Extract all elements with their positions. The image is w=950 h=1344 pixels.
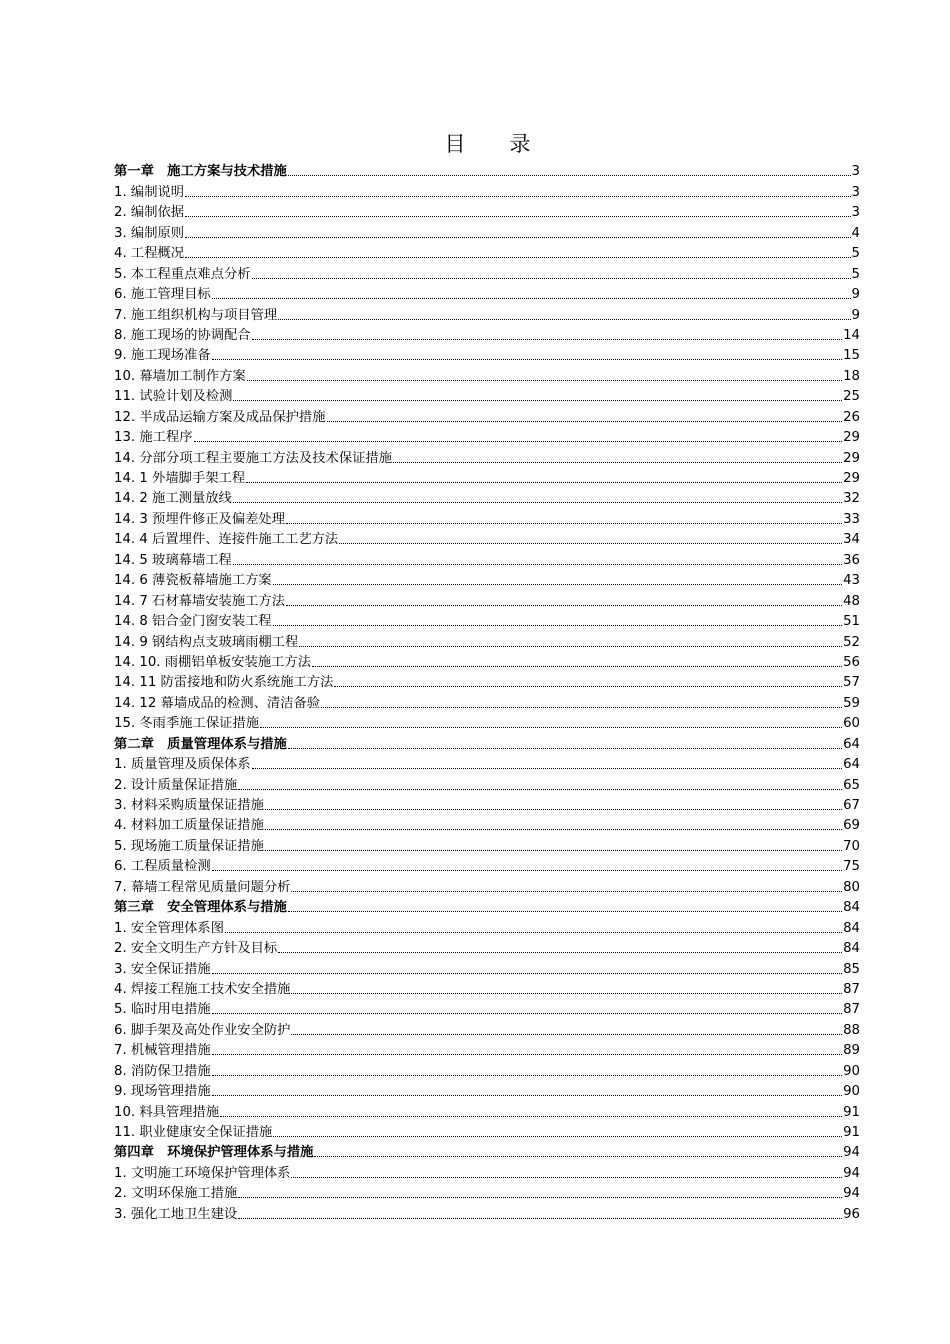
toc-dot-leader [291, 1033, 842, 1035]
toc-entry[interactable] [114, 998, 860, 1018]
toc-entry[interactable] [114, 242, 860, 262]
toc-entry[interactable] [114, 1039, 860, 1059]
toc-dot-leader [265, 808, 842, 810]
toc-entry-label: 9. 施工现场准备 [114, 348, 211, 364]
toc-dot-leader [339, 542, 842, 544]
toc-entry-label: 14. 6 薄瓷板幕墙施工方案 [114, 573, 272, 589]
toc-entry[interactable] [114, 528, 860, 548]
toc-entry-label: 14. 4 后置埋件、连接件施工工艺方法 [114, 532, 339, 548]
toc-entry-label: 2. 安全文明生产方针及目标 [114, 941, 278, 957]
toc-entry[interactable] [114, 610, 860, 630]
toc-dot-leader [314, 1155, 842, 1157]
toc-dot-leader [273, 1135, 842, 1137]
toc-entry-label: 第二章 质量管理体系与措施 [114, 736, 287, 752]
toc-dot-leader [212, 972, 842, 974]
toc-dot-leader [212, 1074, 842, 1076]
toc-dot-leader [273, 583, 842, 585]
toc-entry[interactable] [114, 201, 860, 221]
toc-entry-label: 8. 消防保卫措施 [114, 1063, 211, 1079]
toc-entry[interactable] [114, 916, 860, 936]
toc-dot-leader [185, 256, 850, 258]
toc-dot-leader [291, 992, 842, 994]
toc-entry[interactable] [114, 548, 860, 568]
toc-entry-label: 第四章 环境保护管理体系与措施 [114, 1145, 314, 1161]
table-of-contents [114, 160, 860, 1223]
toc-dot-leader [220, 1115, 842, 1117]
toc-entry-label: 5. 临时用电措施 [114, 1002, 211, 1018]
toc-entry[interactable] [114, 773, 860, 793]
toc-entry-label: 14. 5 玻璃幕墙工程 [114, 552, 232, 568]
toc-chapter-entry[interactable] [114, 160, 860, 180]
toc-entry-label: 6. 施工管理目标 [114, 287, 211, 303]
toc-entry-label: 2. 编制依据 [114, 205, 185, 221]
toc-dot-leader [278, 318, 850, 320]
toc-page-number: 84 [843, 941, 860, 957]
toc-page-number: 9 [851, 287, 860, 303]
toc-entry[interactable] [114, 1100, 860, 1120]
toc-entry-label: 8. 施工现场的协调配合 [114, 327, 251, 343]
toc-dot-leader [288, 747, 842, 749]
toc-entry-label: 第三章 安全管理体系与措施 [114, 900, 287, 916]
toc-page-number: 36 [843, 552, 860, 568]
toc-dot-leader [252, 277, 851, 279]
toc-page-number: 33 [843, 511, 860, 527]
toc-page-number: 56 [843, 654, 860, 670]
toc-title [0, 128, 950, 158]
toc-entry-label: 第一章 施工方案与技术措施 [114, 164, 287, 180]
toc-entry-label: 14. 3 预埋件修正及偏差处理 [114, 511, 286, 527]
toc-entry[interactable] [114, 283, 860, 303]
toc-entry[interactable] [114, 180, 860, 200]
toc-page-number: 3 [851, 205, 860, 221]
toc-entry[interactable] [114, 1121, 860, 1141]
toc-entry-label: 5. 现场施工质量保证措施 [114, 838, 264, 854]
toc-entry-label: 14. 10. 雨棚铝单板安装施工方法 [114, 654, 312, 670]
toc-page-number: 59 [843, 695, 860, 711]
toc-dot-leader [321, 706, 842, 708]
toc-page-number: 91 [843, 1125, 860, 1140]
toc-page-number: 29 [843, 430, 860, 446]
toc-entry[interactable] [114, 651, 860, 671]
toc-entry-label: 7. 施工组织机构与项目管理 [114, 307, 278, 323]
toc-page-number: 67 [843, 798, 860, 813]
toc-entry[interactable] [114, 814, 860, 834]
toc-dot-leader [185, 215, 850, 217]
toc-entry[interactable] [114, 1202, 860, 1222]
toc-page-number: 15 [843, 348, 860, 364]
toc-entry-label: 3. 强化工地卫生建设 [114, 1206, 238, 1222]
toc-dot-leader [233, 563, 842, 565]
toc-entry-label: 1. 安全管理体系图 [114, 920, 224, 936]
toc-entry-label: 11. 职业健康安全保证措施 [114, 1125, 273, 1140]
toc-dot-leader [327, 420, 843, 422]
toc-dot-leader [291, 1176, 842, 1178]
toc-entry[interactable] [114, 1018, 860, 1038]
toc-entry[interactable] [114, 875, 860, 895]
toc-dot-leader [252, 338, 842, 340]
toc-page-number: 3 [851, 164, 860, 180]
toc-page-number: 3 [851, 184, 860, 200]
toc-page-number: 84 [843, 900, 860, 916]
toc-page-number: 88 [843, 1022, 860, 1038]
toc-entry[interactable] [114, 487, 860, 507]
toc-dot-leader [212, 869, 842, 871]
toc-entry-label: 5. 本工程重点难点分析 [114, 266, 251, 282]
toc-dot-leader [265, 828, 842, 830]
toc-page-number: 75 [843, 859, 860, 875]
toc-dot-leader [212, 297, 851, 299]
toc-dot-leader [334, 685, 842, 687]
toc-entry-label: 10. 料具管理措施 [114, 1104, 220, 1120]
toc-dot-leader [233, 501, 842, 503]
toc-dot-leader [246, 481, 842, 483]
toc-dot-leader [238, 1217, 842, 1219]
toc-page-number: 80 [843, 879, 860, 895]
toc-dot-leader [212, 1094, 842, 1096]
toc-entry[interactable] [114, 834, 860, 854]
toc-entry-label: 6. 工程质量检测 [114, 859, 211, 875]
toc-entry-label: 12. 半成品运输方案及成品保护措施 [114, 409, 326, 425]
toc-dot-leader [278, 951, 842, 953]
toc-entry[interactable] [114, 324, 860, 344]
toc-page-number: 60 [843, 716, 860, 732]
toc-dot-leader [212, 1012, 842, 1014]
toc-entry-label: 14. 1 外墙脚手架工程 [114, 471, 246, 486]
toc-dot-leader [238, 1196, 842, 1198]
toc-page-number: 87 [843, 1002, 860, 1018]
toc-page-number: 26 [843, 409, 860, 425]
toc-dot-leader [286, 604, 842, 606]
toc-dot-leader [312, 665, 842, 667]
toc-entry-label: 14. 11 防雷接地和防火系统施工方法 [114, 675, 334, 691]
toc-page-number: 48 [843, 593, 860, 609]
toc-entry[interactable] [114, 385, 860, 405]
toc-dot-leader [286, 522, 842, 524]
toc-entry-label: 6. 脚手架及高处作业安全防护 [114, 1022, 291, 1038]
toc-entry[interactable] [114, 855, 860, 875]
toc-dot-leader [247, 379, 842, 381]
toc-page-number: 90 [843, 1084, 860, 1100]
toc-page-number: 64 [843, 736, 860, 752]
toc-page-number: 18 [843, 368, 860, 384]
toc-entry-label: 3. 编制原则 [114, 225, 185, 241]
toc-entry[interactable] [114, 794, 860, 814]
toc-entry-label: 13. 施工程序 [114, 430, 193, 446]
toc-page-number: 87 [843, 981, 860, 997]
toc-dot-leader [299, 645, 842, 647]
toc-page-number: 34 [843, 532, 860, 548]
toc-entry[interactable] [114, 221, 860, 241]
toc-page-number: 29 [843, 471, 860, 486]
toc-page-number: 85 [843, 961, 860, 977]
toc-page-number: 51 [843, 614, 860, 630]
toc-entry[interactable] [114, 467, 860, 487]
toc-dot-leader [194, 440, 843, 442]
toc-title-part-2: 录 [509, 132, 531, 156]
toc-entry-label: 14. 7 石材幕墙安装施工方法 [114, 593, 286, 609]
toc-title-part-1: 目 [444, 132, 466, 156]
toc-entry[interactable] [114, 1059, 860, 1079]
toc-entry[interactable] [114, 712, 860, 732]
toc-entry[interactable] [114, 262, 860, 282]
toc-page-number: 29 [843, 450, 860, 466]
toc-page-number: 94 [843, 1165, 860, 1181]
toc-page-number: 94 [843, 1145, 860, 1161]
toc-entry[interactable] [114, 405, 860, 425]
toc-entry[interactable] [114, 303, 860, 323]
toc-page-number: 84 [843, 920, 860, 936]
toc-page-number: 70 [843, 838, 860, 854]
toc-entry-label: 11. 试验计划及检测 [114, 389, 233, 405]
toc-page-number: 43 [843, 573, 860, 589]
toc-entry-label: 3. 安全保证措施 [114, 961, 211, 977]
toc-entry[interactable] [114, 691, 860, 711]
toc-entry-label: 2. 文明环保施工措施 [114, 1186, 238, 1202]
toc-entry[interactable] [114, 446, 860, 466]
toc-page-number: 64 [843, 757, 860, 773]
toc-page-number: 90 [843, 1063, 860, 1079]
toc-page-number: 52 [843, 634, 860, 650]
toc-entry-label: 7. 幕墙工程常见质量问题分析 [114, 879, 291, 895]
toc-entry[interactable] [114, 1182, 860, 1202]
toc-entry[interactable] [114, 937, 860, 957]
toc-dot-leader [260, 726, 842, 728]
toc-dot-leader [265, 849, 842, 851]
toc-dot-leader [233, 399, 842, 401]
toc-entry-label: 14. 2 施工测量放线 [114, 491, 232, 507]
toc-entry[interactable] [114, 507, 860, 527]
toc-dot-leader [212, 1053, 842, 1055]
toc-dot-leader [225, 931, 842, 933]
toc-page-number: 57 [843, 675, 860, 691]
toc-entry-label: 14. 9 钢结构点支玻璃雨棚工程 [114, 634, 299, 650]
toc-chapter-entry[interactable] [114, 732, 860, 752]
toc-entry[interactable] [114, 671, 860, 691]
toc-entry-label: 7. 机械管理措施 [114, 1043, 211, 1059]
toc-dot-leader [288, 174, 851, 176]
toc-page-number: 14 [843, 327, 860, 343]
toc-dot-leader [238, 788, 842, 790]
toc-dot-leader [212, 358, 842, 360]
toc-page-number: 89 [843, 1043, 860, 1059]
toc-dot-leader [185, 195, 850, 197]
toc-page-number: 5 [851, 246, 860, 262]
toc-entry-label: 10. 幕墙加工制作方案 [114, 368, 246, 384]
toc-chapter-entry[interactable] [114, 1141, 860, 1161]
toc-entry[interactable] [114, 753, 860, 773]
toc-entry-label: 4. 工程概况 [114, 246, 185, 262]
toc-entry-label: 9. 现场管理措施 [114, 1084, 211, 1100]
toc-page-number: 5 [851, 266, 860, 282]
toc-entry[interactable] [114, 344, 860, 364]
toc-entry[interactable] [114, 957, 860, 977]
toc-entry-label: 1. 编制说明 [114, 184, 185, 200]
toc-entry[interactable] [114, 569, 860, 589]
toc-page-number: 4 [851, 225, 860, 241]
toc-dot-leader [252, 767, 842, 769]
toc-page-number: 65 [843, 777, 860, 793]
toc-entry[interactable] [114, 426, 860, 446]
toc-entry-label: 14. 分部分项工程主要施工方法及技术保证措施 [114, 450, 393, 466]
toc-dot-leader [288, 910, 842, 912]
toc-entry-label: 1. 质量管理及质保体系 [114, 757, 251, 773]
toc-entry-label: 15. 冬雨季施工保证措施 [114, 716, 260, 732]
toc-page-number: 96 [843, 1206, 860, 1222]
toc-entry[interactable] [114, 630, 860, 650]
toc-entry[interactable] [114, 589, 860, 609]
toc-entry[interactable] [114, 978, 860, 998]
toc-page-number: 91 [843, 1104, 860, 1120]
toc-dot-leader [185, 236, 850, 238]
toc-page-number: 69 [843, 818, 860, 834]
toc-entry-label: 4. 材料加工质量保证措施 [114, 818, 264, 834]
toc-entry-label: 4. 焊接工程施工技术安全措施 [114, 981, 291, 997]
toc-page-number: 9 [851, 307, 860, 323]
toc-chapter-entry[interactable] [114, 896, 860, 916]
toc-page-number: 25 [843, 389, 860, 405]
toc-dot-leader [291, 890, 842, 892]
toc-page-number: 32 [843, 491, 860, 507]
toc-entry-label: 2. 设计质量保证措施 [114, 777, 238, 793]
toc-entry-label: 14. 8 铝合金门窗安装工程 [114, 614, 272, 630]
toc-dot-leader [393, 461, 842, 463]
toc-entry-label: 1. 文明施工环境保护管理体系 [114, 1165, 291, 1181]
toc-dot-leader [273, 624, 842, 626]
toc-entry[interactable] [114, 364, 860, 384]
toc-entry[interactable] [114, 1161, 860, 1181]
toc-page-number: 94 [843, 1186, 860, 1202]
toc-entry-label: 3. 材料采购质量保证措施 [114, 798, 264, 813]
toc-entry[interactable] [114, 1080, 860, 1100]
toc-entry-label: 14. 12 幕墙成品的检测、清洁备验 [114, 695, 321, 711]
